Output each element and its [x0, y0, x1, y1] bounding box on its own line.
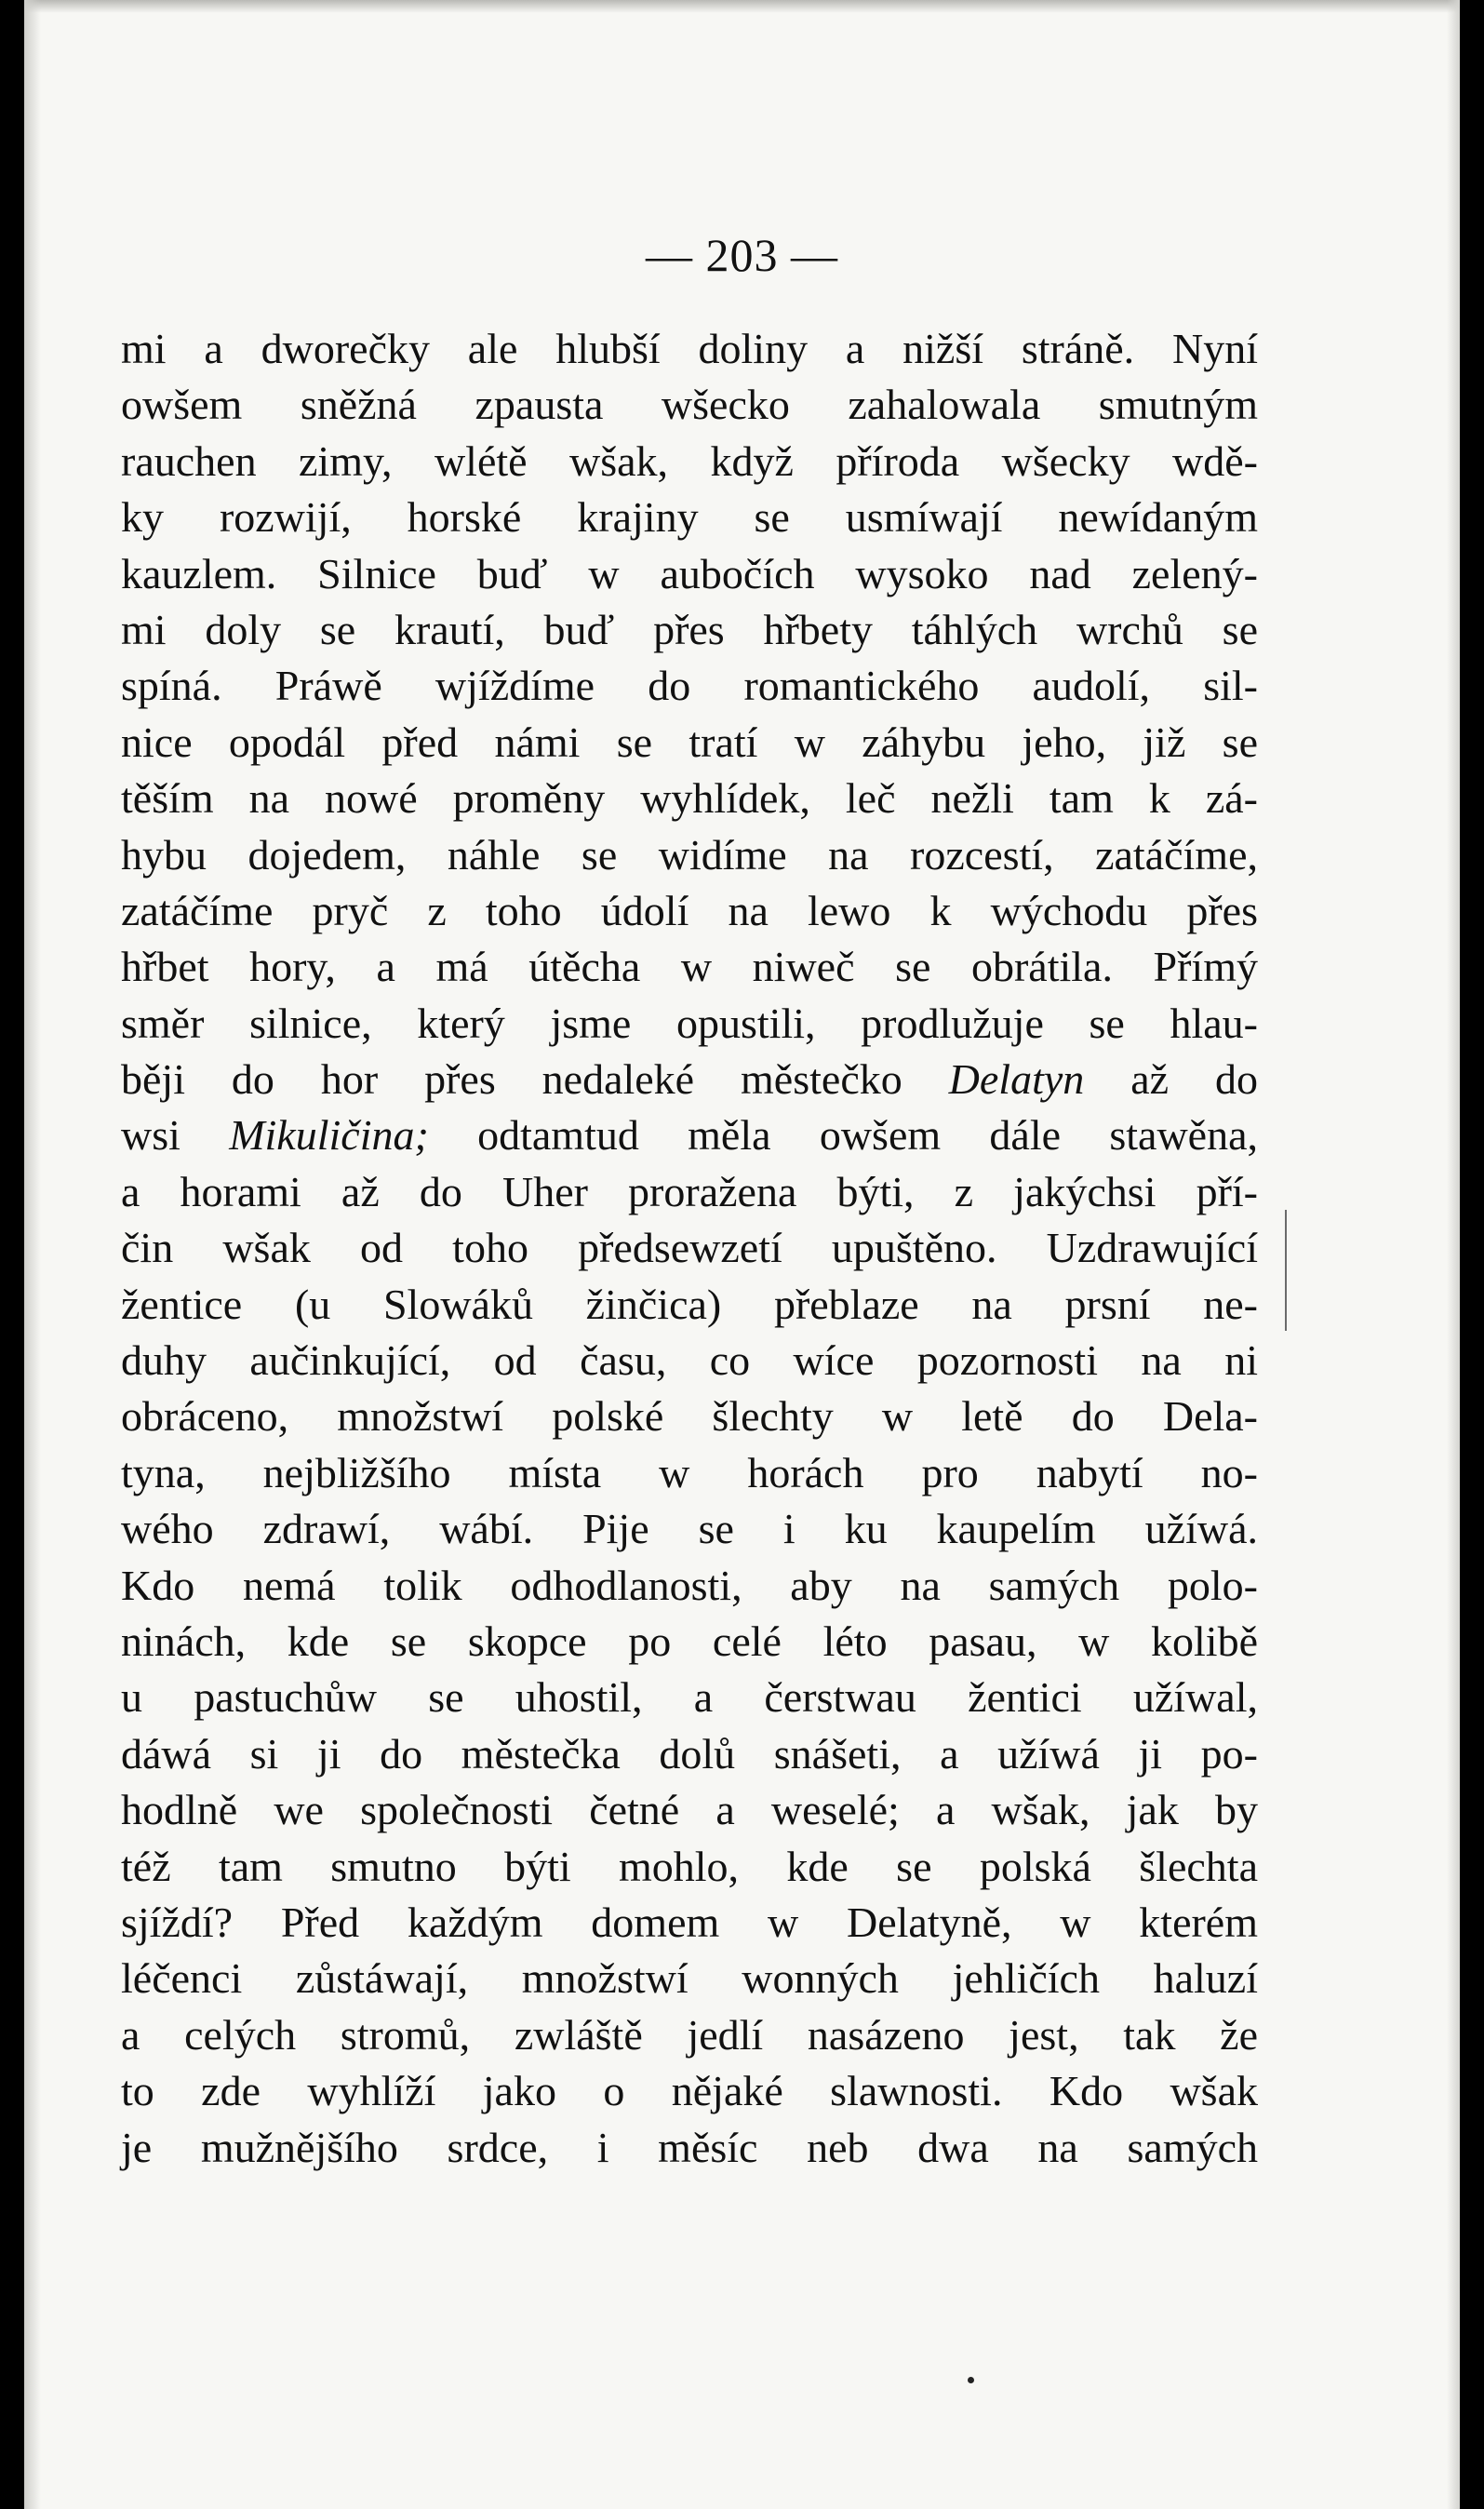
text-segment: wsi: [121, 1111, 230, 1160]
ink-speck: [968, 2377, 974, 2383]
text-segment: a celých stromů, zwláště jedlí nasázeno jest, tak že: [121, 2010, 1258, 2059]
text-segment: spíná. Práwě wjíždíme do romantického audolí, sil-: [121, 662, 1258, 710]
text-line: [121, 2063, 1258, 2119]
text-line: [121, 1107, 1258, 1163]
text-segment: Kdo nemá tolik odhodlanosti, aby na samých polo-: [121, 1561, 1258, 1609]
text-line: [121, 602, 1258, 658]
text-line: [121, 658, 1258, 714]
text-segment: mi a dworečky ale hlubší doliny a nižší stráně. Nyní: [121, 325, 1258, 372]
text-line: [121, 1052, 1258, 1107]
text-segment: mi doly se krautí, buď přes hřbety táhlých wrchů se: [121, 605, 1258, 653]
text-segment: wého zdrawí, wábí. Pije se i ku kaupelím užíwá.: [121, 1505, 1258, 1553]
text-segment: je mužnějšího srdce, i měsíc neb dwa na samých: [121, 2123, 1258, 2171]
text-line: [121, 827, 1258, 883]
text-line: [121, 1164, 1258, 1220]
text-segment: léčenci zůstáwají, množstwí wonných jehličích haluzí: [121, 1954, 1258, 2003]
text-line: [121, 2120, 1258, 2176]
text-segment: to zde wyhlíží jako o nějaké slawnosti. Kdo wšak: [121, 2067, 1258, 2115]
text-line: [121, 1445, 1258, 1501]
text-segment: dáwá si ji do městečka dolů snášeti, a užíwá ji po-: [121, 1729, 1258, 1778]
text-line: [121, 1220, 1258, 1276]
text-segment: též tam smutno býti mohlo, kde se polská šlechta: [121, 1842, 1258, 1890]
text-segment: nice opodál před námi se tratí w záhybu jeho, již se: [121, 718, 1258, 766]
text-segment: zatáčíme pryč z toho údolí na lewo k wýchodu přes: [121, 886, 1258, 934]
text-line: [121, 321, 1258, 377]
text-segment: owšem sněžná zpausta wšecko zahalowala smutným: [121, 381, 1258, 429]
text-segment: kauzlem. Silnice buď w aubočích wysoko nad zelený-: [121, 549, 1258, 597]
text-segment: čin wšak od toho předsewzetí upuštěno. Uzdrawující: [121, 1224, 1258, 1272]
page-right-shadow: [1447, 0, 1460, 2509]
text-line: [121, 490, 1258, 545]
text-segment: u pastuchůw se uhostil, a čerstwau žentici užíwal,: [121, 1673, 1258, 1722]
text-line: [121, 1614, 1258, 1670]
text-segment: tyna, nejbližšího místa w horách pro nabytí no-: [121, 1448, 1258, 1496]
text-segment: hodlně we společnosti četné a weselé; a wšak, jak by: [121, 1786, 1258, 1834]
text-line: [121, 1333, 1258, 1389]
text-line: [121, 1501, 1258, 1557]
page-left-shadow: [24, 0, 41, 2509]
text-segment: žentice (u Slowáků žinčica) přeblaze na prsní ne-: [121, 1280, 1258, 1328]
text-line: [121, 1277, 1258, 1333]
text-segment: ninách, kde se skopce po celé léto pasau, w kolibě: [121, 1617, 1258, 1665]
text-line: [121, 1389, 1258, 1444]
italic-place-name: Mikuličina;: [229, 1111, 429, 1160]
text-segment: těším na nowé proměny wyhlídek, leč nežli tam k zá-: [121, 774, 1258, 823]
text-line: [121, 546, 1258, 602]
text-line: [121, 1895, 1258, 1951]
text-line: [121, 771, 1258, 826]
text-line: [121, 377, 1258, 433]
italic-place-name: Delatyn: [948, 1055, 1085, 1104]
body-text: [121, 321, 1258, 2176]
text-segment: ky rozwijí, horské krajiny se usmíwají newídaným: [121, 493, 1258, 542]
text-line: [121, 715, 1258, 771]
text-line: [121, 939, 1258, 995]
margin-pencil-mark: [1285, 1210, 1287, 1331]
text-segment: duhy aučinkující, od času, co wíce pozornosti na ni: [121, 1336, 1258, 1385]
page-number: — 203 —: [646, 229, 838, 281]
text-line: [121, 434, 1258, 490]
text-segment: běji do hor přes nedaleké městečko: [121, 1055, 949, 1104]
text-segment: hybu dojedem, náhle se widíme na rozcestí, zatáčíme,: [121, 830, 1258, 879]
text-segment: a horami až do Uher proražena býti, z jakýchsi pří-: [121, 1167, 1258, 1215]
text-line: [121, 883, 1258, 939]
text-line: [121, 1670, 1258, 1725]
text-segment: rauchen zimy, wlétě wšak, když příroda wšecky wdě-: [121, 436, 1258, 485]
text-line: [121, 1839, 1258, 1895]
book-page: [24, 0, 1460, 2509]
text-line: [121, 1951, 1258, 2006]
text-segment: odtamtud měla owšem dále stawěna,: [428, 1111, 1258, 1160]
text-segment: směr silnice, který jsme opustili, prodlužuje se hlau-: [121, 999, 1258, 1047]
text-line: [121, 996, 1258, 1052]
text-segment: hřbet hory, a má útěcha w niweč se obrátila. Přímý: [121, 943, 1258, 991]
text-segment: obráceno, množstwí polské šlechty w letě do Dela-: [121, 1392, 1258, 1441]
text-segment: až do: [1084, 1055, 1258, 1104]
text-line: [121, 2007, 1258, 2063]
text-line: [121, 1782, 1258, 1838]
text-line: [121, 1726, 1258, 1782]
text-segment: sjíždí? Před každým domem w Delatyně, w kterém: [121, 1898, 1258, 1946]
text-line: [121, 1558, 1258, 1614]
page-top-shadow: [24, 0, 1460, 13]
